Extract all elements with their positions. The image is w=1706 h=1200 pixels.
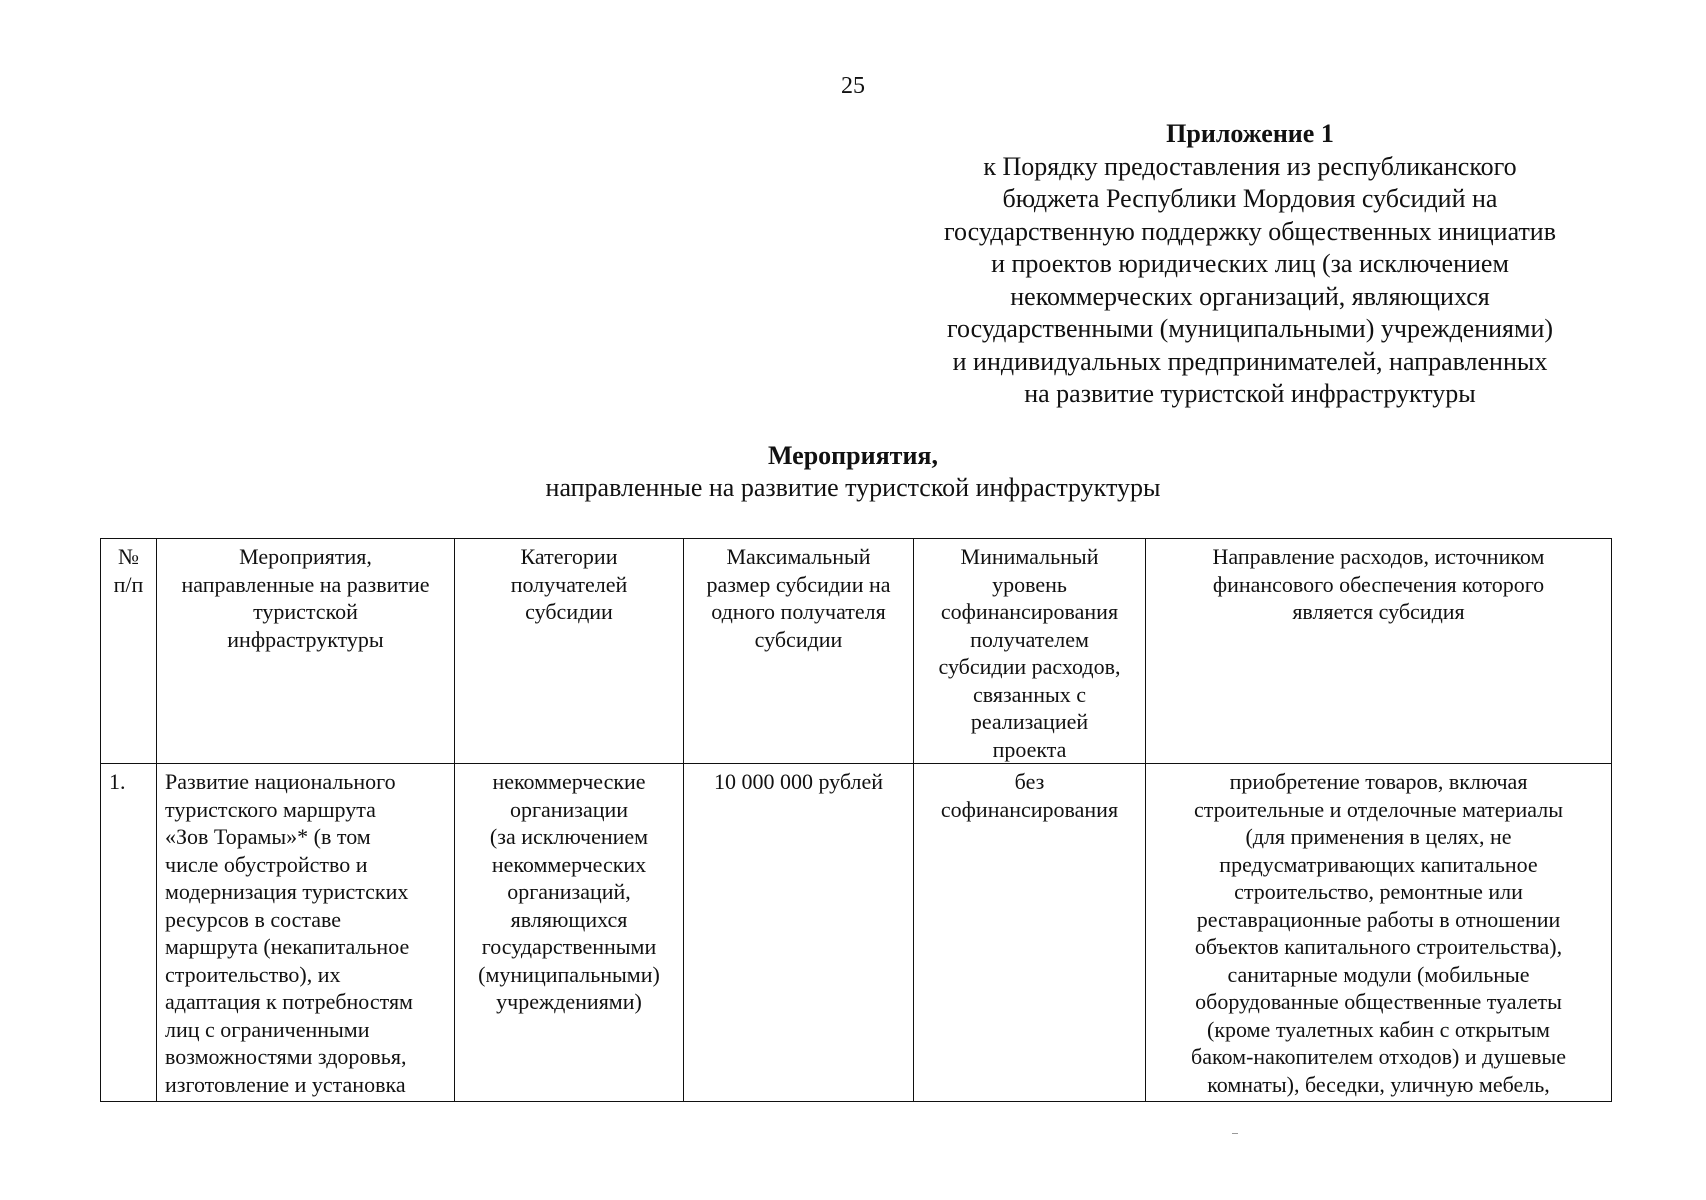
header-recipient-categories [455,539,684,764]
table-header-row [101,539,1612,764]
cell-line: уровень [992,571,1067,597]
cell-line: реставрационные работы в отношении [1196,906,1561,932]
measures-table [100,538,1612,1102]
document-subtitle: направленные на развитие туристской инфраструктуры [545,473,1161,502]
cell-line: предусматривающих капитальное [1219,851,1538,877]
cell-line: возможностями здоровья, [165,1044,407,1069]
cell-number [101,764,157,1102]
cell-line: связанных с [972,681,1087,707]
cell-line: получателей [510,571,628,597]
document-heading [0,440,1706,504]
cell-line: туристской [253,599,358,624]
cell-line: финансового обеспечения которого [1212,571,1545,597]
cell-line: организаций, [507,879,631,904]
cell-line: реализацией [970,709,1089,734]
cell-max-subsidy [684,764,914,1102]
appendix-line: и индивидуальных предпринимателей, направленных [952,346,1548,376]
cell-line: 10 000 000 рублей [713,769,884,794]
cell-line: некоммерческих [491,851,647,877]
appendix-line: государственными (муниципальными) учреждениями) [946,314,1554,343]
appendix-block [905,118,1595,411]
cell-line: Максимальный [726,544,871,569]
cell-line: адаптация к потребностям [165,989,413,1014]
cell-line: являющихся [510,906,628,932]
cell-line: оборудованные общественные туалеты [1195,989,1562,1014]
cell-line: изготовление и установка [165,1071,406,1097]
cell-line: п/п [113,571,144,597]
cell-line: субсидии [525,599,613,624]
appendix-line: бюджета Республики Мордовия субсидий на [1002,184,1498,213]
appendix-line: к Порядку предоставления из республиканского [983,151,1517,181]
cell-line: строительство), их [165,961,341,987]
appendix-line: государственную поддержку общественных инициатив [944,216,1556,246]
appendix-line: и проектов юридических лиц (за исключением [991,249,1509,278]
cell-line: получателем [970,626,1089,652]
header-measures [157,539,455,764]
cell-line: лиц с ограниченными [165,1016,370,1042]
cell-line: Категории [520,544,618,569]
cell-line: инфраструктуры [227,626,384,652]
page-number: 25 [841,73,865,99]
cell-line: строительство, ремонтные или [1234,879,1523,904]
scan-speck [1232,1133,1238,1134]
cell-line: туристского маршрута [165,796,376,822]
cell-line: без [1014,769,1045,794]
header-max-subsidy [684,539,914,764]
cell-line: строительные и отделочные материалы [1193,796,1564,822]
cell-line: направленные на развитие [181,571,430,597]
cell-line: государственными [481,934,657,959]
cell-line: Минимальный [960,544,1099,569]
cell-line: субсидии [754,626,843,652]
cell-line: объектов капитального строительства), [1194,934,1563,959]
cell-line: организации [509,796,629,822]
cell-min-cofinancing [914,764,1146,1102]
cell-line: одного получателя [711,599,886,624]
appendix-line: некоммерческих организаций, являющихся [1010,281,1490,311]
table-row [101,764,1612,1102]
cell-line: субсидии расходов, [938,654,1121,679]
header-min-cofinancing [914,539,1146,764]
cell-line: размер субсидии на [706,571,891,597]
cell-line: софинансирования [940,599,1119,624]
cell-recipient-category [455,764,684,1102]
cell-line: модернизация туристских [165,879,409,904]
cell-line: баком-накопителем отходов) и душевые [1191,1044,1566,1069]
cell-line: (для применения в целях, не [1245,824,1512,849]
cell-line: санитарные модули (мобильные [1227,961,1530,987]
document-title: Мероприятия, [767,441,938,470]
cell-line: комнаты), беседки, уличную мебель, [1207,1071,1550,1097]
cell-line: (муниципальными) [478,961,660,987]
cell-line: софинансирования [940,796,1119,822]
cell-line: ресурсов в составе [165,906,342,932]
cell-line: Направление расходов, источником [1212,544,1545,569]
appendix-line: на развитие туристской инфраструктуры [1024,379,1476,408]
cell-line: числе обустройство и [165,851,368,877]
cell-line: учреждениями) [496,989,642,1014]
cell-line: Развитие национального [165,769,396,794]
header-number [101,539,157,764]
cell-measure [157,764,455,1102]
cell-line: проекта [992,736,1067,762]
cell-line: «Зов Торамы»* (в том [165,824,371,849]
cell-line: (кроме туалетных кабин с открытым [1207,1016,1550,1042]
cell-line: Мероприятия, [239,544,372,569]
cell-line: (за исключением [489,824,649,849]
cell-line: маршрута (некапитальное [165,934,410,959]
appendix-title: Приложение 1 [1166,119,1334,148]
cell-line: 1. [109,769,126,794]
cell-line: приобретение товаров, включая [1229,769,1528,794]
cell-line: № [118,544,139,569]
cell-expense-direction [1146,764,1612,1102]
header-expense-direction [1146,539,1612,764]
cell-line: некоммерческие [492,769,646,794]
cell-line: является субсидия [1292,599,1465,624]
